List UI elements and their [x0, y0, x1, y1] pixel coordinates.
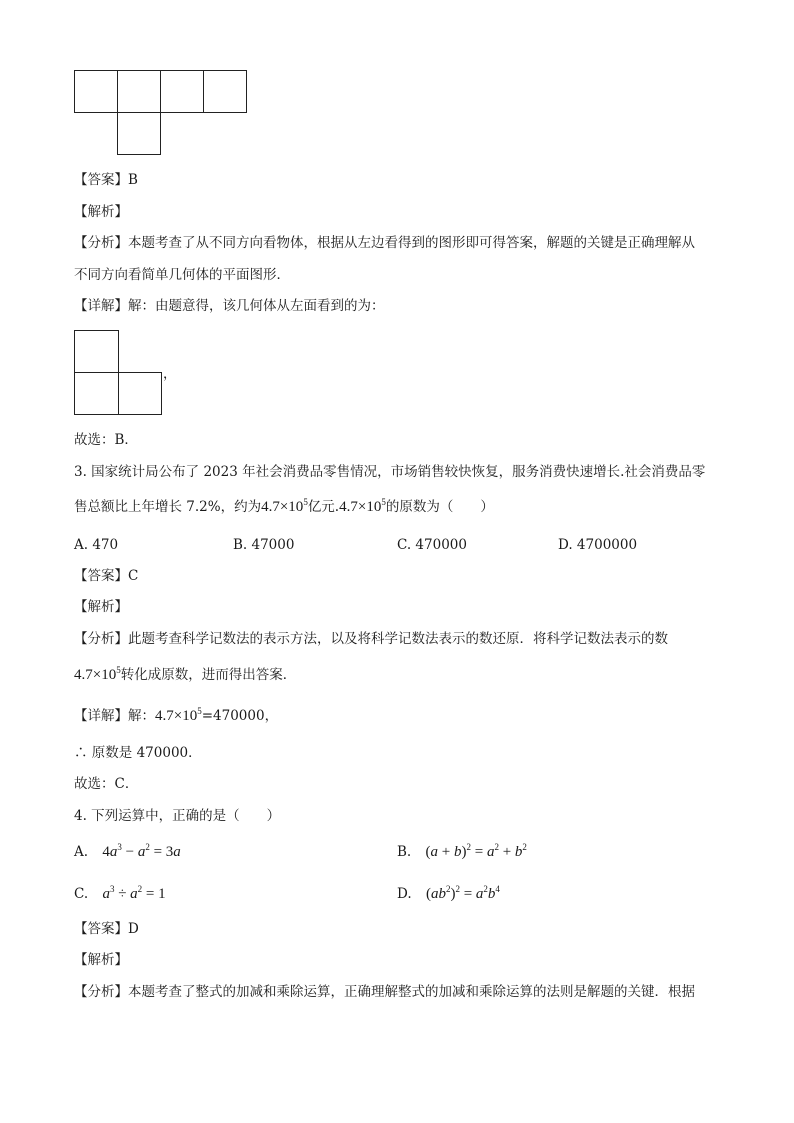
sci-exp: 5: [303, 497, 308, 507]
option-formula: $(ab^2)^2 = a^2b^4$: [425, 884, 500, 902]
q4-fenxi-line1: [74, 982, 695, 1002]
option-label: A.: [74, 844, 89, 860]
answer-label: 【答案】: [74, 568, 128, 584]
fenxi-text: 转化成原数，进而得出答案．: [120, 667, 297, 683]
xiangjie-result: =470000，: [201, 708, 279, 724]
q3-option-d: D. 4700000: [558, 537, 638, 553]
net-square: [203, 70, 247, 113]
option-formula: $(a + b)^2 = a^2 + b^2$: [425, 842, 527, 860]
q3-xiangjie: [74, 706, 278, 726]
fenxi-text: 此题考查科学记数法的表示方法，以及将科学记数法表示的数还原．将科学记数法表示的数: [128, 631, 668, 647]
q2-analysis-label: 【解析】: [74, 204, 128, 220]
option-label: C.: [74, 886, 89, 902]
q3-stem-text-a: 售总额比上年增长 7.2%，约为: [74, 499, 262, 515]
option-label: B.: [397, 844, 412, 860]
fenxi-label: 【分析】: [74, 631, 128, 647]
q2-fenxi-line1: [74, 233, 695, 253]
net-square: [160, 70, 204, 113]
xiangjie-text: 解：: [128, 708, 155, 724]
q4-analysis-label: 【解析】: [74, 952, 128, 968]
sci-base: 4.7×10: [339, 499, 382, 515]
view-square: [118, 372, 162, 415]
q4-option-a: [74, 842, 181, 862]
q3-stem-line1: 3. 国家统计局公布了 2023 年社会消费品零售情况，市场销售较快恢复，服务消费快速增长.社会消费品零: [74, 464, 706, 480]
q2-answer: [74, 170, 138, 190]
sci-exp: 5: [116, 665, 121, 675]
view-square: [74, 330, 119, 373]
q3-option-b: B. 47000: [233, 537, 295, 553]
q2-fenxi-line2: 不同方向看简单几何体的平面图形．: [74, 267, 290, 283]
sci-notation: [155, 708, 202, 724]
q4-stem: 4. 下列运算中，正确的是（ ）: [74, 808, 281, 824]
option-formula: $a^3 \div a^2 = 1$: [102, 884, 166, 902]
q3-fenxi-line1: [74, 629, 668, 649]
sci-exp: 5: [381, 497, 386, 507]
q4-option-d: [397, 884, 500, 904]
q3-stem-line2: [74, 497, 494, 517]
q3-option-c: C. 470000: [397, 537, 467, 553]
q3-stem-text-b: 亿元.: [307, 499, 340, 515]
q2-guxuan: 故选：B．: [74, 432, 138, 448]
sci-notation: [339, 499, 386, 515]
fenxi-label: 【分析】: [74, 984, 128, 1000]
answer-value: B: [128, 172, 138, 188]
sci-base: 4.7×10: [74, 667, 117, 683]
q4-option-c: [74, 884, 166, 904]
q4-option-b: [397, 842, 527, 862]
fenxi-text: 本题考查了整式的加减和乘除运算，正确理解整式的加减和乘除运算的法则是解题的关键．根据: [128, 984, 695, 1000]
q3-stem-text-c: 的原数为（ ）: [385, 499, 494, 515]
answer-value: D: [128, 921, 139, 937]
sci-exp: 5: [197, 706, 202, 716]
option-label: D.: [397, 886, 412, 902]
fenxi-label: 【分析】: [74, 235, 128, 251]
q4-answer: [74, 919, 139, 939]
answer-value: C: [128, 568, 139, 584]
sci-notation: [261, 499, 308, 515]
answer-label: 【答案】: [74, 172, 128, 188]
q3-analysis-label: 【解析】: [74, 599, 128, 615]
xiangjie-label: 【详解】: [74, 298, 128, 314]
xiangjie-label: 【详解】: [74, 708, 128, 724]
fenxi-text: 本题考查了从不同方向看物体，根据从左边看得到的图形即可得答案，解题的关键是正确理解从: [128, 235, 695, 251]
sci-base: 4.7×10: [261, 499, 304, 515]
net-square: [74, 70, 118, 113]
sci-notation: [74, 667, 121, 683]
view-square: [74, 372, 119, 415]
option-formula: $4a^3 - a^2 = 3a$: [102, 842, 181, 860]
q3-answer: [74, 566, 138, 586]
figure-comma: ，: [163, 366, 177, 382]
net-square: [117, 70, 161, 113]
xiangjie-text: 解：由题意得，该几何体从左面看到的为：: [128, 298, 385, 314]
q3-fenxi-line2: [74, 665, 296, 685]
q2-xiangjie: [74, 296, 385, 316]
net-square: [117, 112, 161, 155]
sci-base: 4.7×10: [155, 708, 198, 724]
answer-label: 【答案】: [74, 921, 128, 937]
q3-option-a: A. 470: [74, 537, 119, 553]
q3-therefore: ∴ 原数是 470000．: [74, 745, 202, 761]
q3-guxuan: 故选：C．: [74, 776, 139, 792]
